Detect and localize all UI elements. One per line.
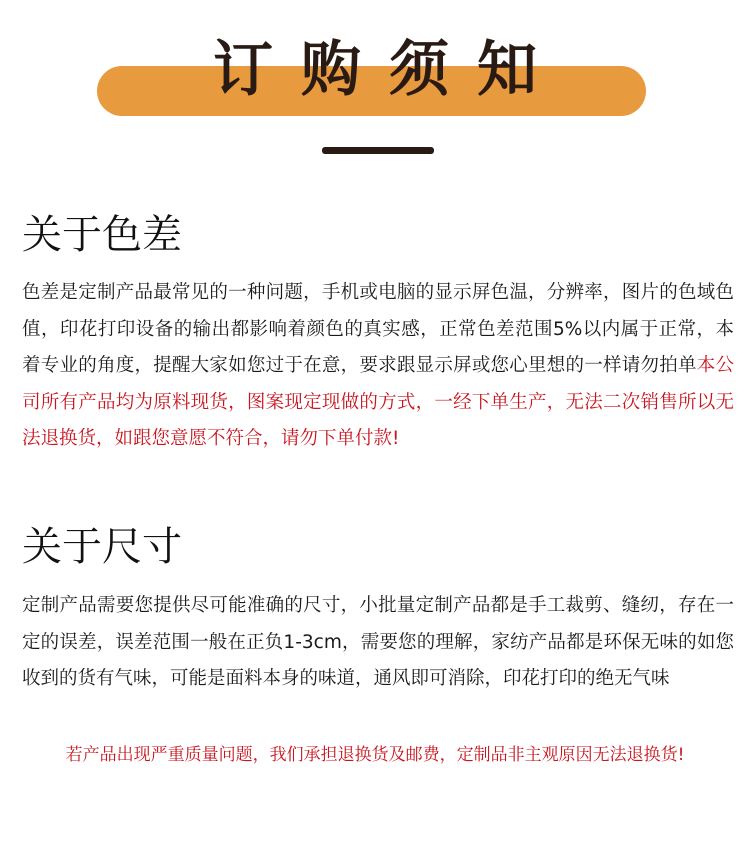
color-difference-text	[22, 275, 734, 458]
section-heading-color: 关于色差	[22, 212, 182, 258]
title-divider	[322, 147, 434, 154]
section-heading-size: 关于尺寸	[22, 524, 182, 570]
return-policy-notice: 若产品出现严重质量问题，我们承担退换货及邮费，定制品非主观原因无法退换货!	[65, 745, 685, 765]
size-text: 定制产品需要您提供尽可能准确的尺寸，小批量定制产品都是手工裁剪、缝纫，存在一定的误差，误差范围一般在正负1-3cm，需要您的理解，家纺产品都是环保无味的如您收到的货有气味，可能是面料本身的味道，通风即可消除，印花打印的绝无气味	[22, 595, 734, 689]
color-difference-warning: 本公司所有产品均为原料现货，图案现定现做的方式，一经下单生产，无法二次销售所以无法退换货，如跟您意愿不符合，请勿下单付款!	[22, 355, 734, 449]
page-title: 订购须知	[213, 35, 565, 105]
color-difference-body: 色差是定制产品最常见的一种问题，手机或电脑的显示屏色温，分辨率，图片的色域色值，印花打印设备的输出都影响着颜色的真实感，正常色差范围5%以内属于正常，本着专业的角度，提醒大家如您过于在意，要求跟显示屏或您心里想的一样请勿拍单	[22, 282, 734, 376]
